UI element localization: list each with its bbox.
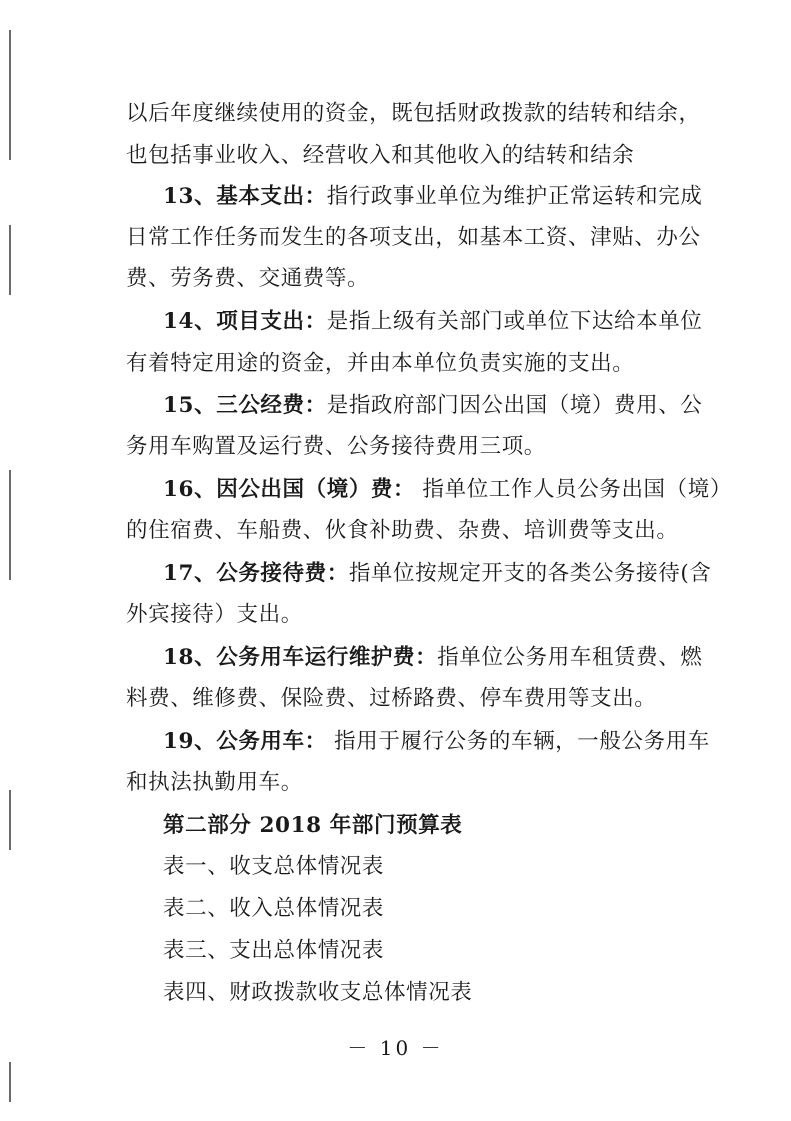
definition-term: 16、因公出国（境）费： xyxy=(163,477,416,502)
paragraph-line: 以后年度继续使用的资金，既包括财政拨款的结转和结余， xyxy=(126,101,701,126)
definition-text: 是指上级有关部门或单位下达给本单位 xyxy=(326,309,703,334)
definition-text: 指单位按规定开支的各类公务接待(含 xyxy=(348,561,712,586)
definition-term: 14、项目支出： xyxy=(163,309,327,334)
section-title: 第二部分 2018 年部门预算表 xyxy=(163,813,463,838)
paragraph-line: 和执法执勤用车。 xyxy=(126,770,303,795)
definition-term: 17、公务接待费： xyxy=(163,561,349,586)
definition-term: 18、公务用车运行维护费： xyxy=(163,645,438,670)
definition-15-first-line xyxy=(163,391,702,421)
definition-text: 指用于履行公务的车辆，一般公务用车 xyxy=(326,729,710,754)
scan-edge-mark xyxy=(9,30,11,160)
paragraph-line: 有着特定用途的资金，并由本单位负责实施的支出。 xyxy=(126,351,635,376)
paragraph-line: 费、劳务费、交通费等。 xyxy=(126,266,370,291)
paragraph-line: 务用车购置及运行费、公务接待费用三项。 xyxy=(126,434,546,459)
definition-text: 指行政事业单位为维护正常运转和完成 xyxy=(326,184,703,209)
paragraph-line: 外宾接待）支出。 xyxy=(126,602,303,627)
paragraph-line: 日常工作任务而发生的各项支出，如基本工资、津贴、办公 xyxy=(126,225,701,250)
definition-term: 19、公务用车： xyxy=(163,729,327,754)
scan-edge-mark xyxy=(9,1062,11,1102)
definition-17-first-line xyxy=(163,559,711,589)
definition-14-first-line xyxy=(163,307,702,337)
paragraph-line: 的住宿费、车船费、伙食补助费、杂费、培训费等支出。 xyxy=(126,518,679,543)
definition-term: 15、三公经费： xyxy=(163,393,327,418)
scan-edge-mark xyxy=(9,790,11,850)
definition-text: 指单位工作人员公务出国（境） xyxy=(415,477,732,502)
page-number: － 10 － xyxy=(347,1036,444,1060)
scan-edge-mark xyxy=(9,470,11,580)
definition-13-first-line xyxy=(163,182,702,212)
scan-edge-mark xyxy=(9,225,11,295)
definition-term: 13、基本支出： xyxy=(163,184,327,209)
table-list-item: 表四、财政拨款收支总体情况表 xyxy=(163,980,473,1005)
table-list-item: 表三、支出总体情况表 xyxy=(163,938,385,963)
table-list-item: 表二、收入总体情况表 xyxy=(163,896,385,921)
paragraph-line: 也包括事业收入、经营收入和其他收入的结转和结余 xyxy=(126,143,635,168)
paragraph-line: 料费、维修费、保险费、过桥路费、停车费用等支出。 xyxy=(126,686,657,711)
definition-16-first-line xyxy=(163,475,732,505)
definition-text: 是指政府部门因公出国（境）费用、公 xyxy=(326,393,703,418)
definition-text: 指单位公务用车租赁费、燃 xyxy=(437,645,703,670)
definition-18-first-line xyxy=(163,643,702,673)
definition-19-first-line xyxy=(163,727,710,757)
table-list-item: 表一、收支总体情况表 xyxy=(163,854,385,879)
